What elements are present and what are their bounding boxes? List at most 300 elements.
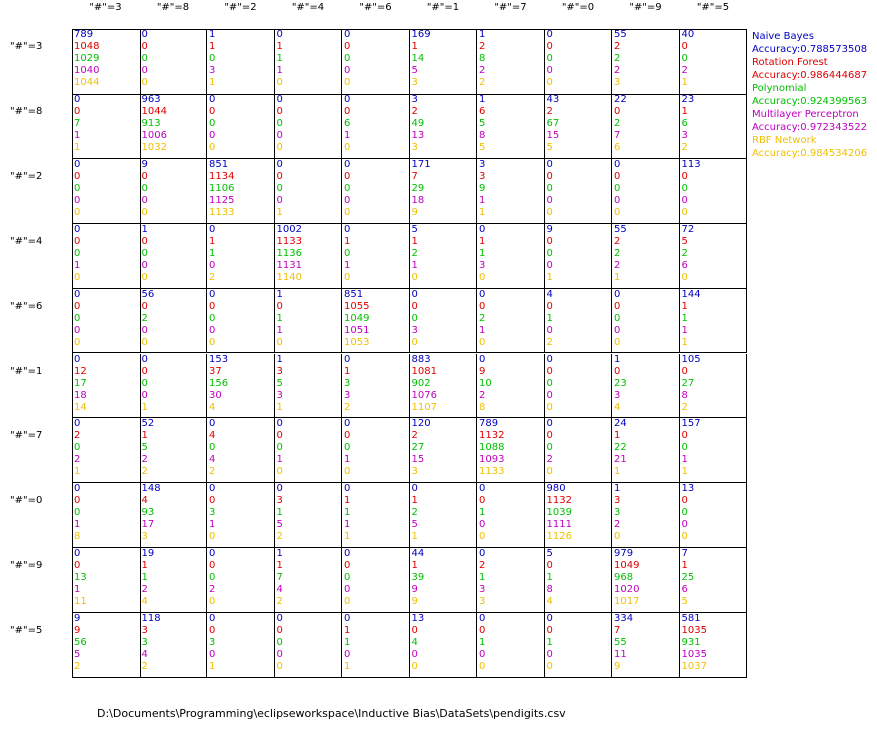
matrix-cell — [680, 418, 748, 483]
cell-value: 9 — [546, 223, 553, 235]
cell-value: 1126 — [546, 531, 572, 543]
cell-value: 25 — [681, 572, 695, 584]
cell-value: 0 — [546, 41, 553, 52]
cell-value: 1 — [411, 531, 418, 543]
cell-value: 1136 — [276, 247, 302, 259]
cell-value: 0 — [681, 182, 688, 194]
cell-value: 0 — [479, 531, 486, 543]
cell-value: 0 — [344, 93, 351, 105]
cell-value: 1053 — [344, 336, 370, 348]
cell-value: 1017 — [614, 596, 640, 608]
cell-value: 0 — [209, 560, 216, 572]
cell-value: 3 — [411, 93, 418, 105]
cell-value: 0 — [344, 560, 351, 572]
cell-value: 3 — [411, 324, 418, 336]
matrix-cell — [545, 29, 613, 95]
cell-value: 0 — [681, 206, 688, 218]
cell-value: 2 — [614, 117, 621, 129]
cell-value: 56 — [141, 288, 155, 300]
cell-value: 0 — [411, 300, 418, 312]
cell-value: 0 — [344, 572, 351, 584]
cell-value: 0 — [479, 336, 486, 348]
cell-value: 0 — [276, 466, 283, 478]
cell-value: 0 — [141, 259, 148, 271]
cell-value: 2 — [411, 507, 418, 519]
cell-value: 72 — [681, 223, 695, 235]
matrix-cell — [342, 29, 410, 95]
cell-value: 3 — [209, 637, 216, 649]
cell-value: 1 — [74, 259, 81, 271]
cell-value: 0 — [546, 442, 553, 454]
matrix-cell — [342, 354, 410, 419]
row-header: "#"=5 — [10, 625, 43, 637]
cell-value: 1 — [344, 235, 351, 247]
cell-value: 1006 — [141, 129, 167, 141]
cell-value: 0 — [74, 170, 81, 182]
cell-value: 0 — [141, 41, 148, 52]
cell-value: 2 — [209, 466, 216, 478]
matrix-cell — [410, 289, 478, 354]
cell-value: 12 — [74, 365, 87, 377]
cell-value: 1 — [276, 206, 283, 218]
cell-value: 2 — [479, 312, 486, 324]
cell-value: 0 — [344, 105, 351, 117]
cell-value: 2 — [681, 247, 688, 259]
cell-value: 2 — [614, 41, 621, 52]
cell-value: 3 — [411, 141, 418, 153]
cell-value: 0 — [276, 649, 283, 661]
cell-value: 2 — [681, 65, 688, 76]
cell-value: 0 — [74, 336, 81, 348]
cell-value: 0 — [411, 336, 418, 348]
cell-value: 1 — [681, 77, 688, 88]
cell-value: 1044 — [141, 105, 167, 117]
cell-value: 5 — [681, 235, 688, 247]
cell-value: 0 — [344, 77, 351, 88]
cell-value: 2 — [276, 596, 283, 608]
cell-value: 1 — [344, 507, 351, 519]
cell-value: 334 — [614, 613, 634, 625]
cell-value: 1 — [546, 271, 553, 283]
matrix-cell — [342, 548, 410, 613]
cell-value: 0 — [344, 141, 351, 153]
cell-value: 1 — [209, 661, 216, 673]
cell-value: 581 — [681, 613, 701, 625]
cell-value: 1 — [479, 572, 486, 584]
cell-value: 0 — [479, 300, 486, 312]
cell-value: 2 — [479, 41, 486, 52]
cell-value: 0 — [681, 170, 688, 182]
column-header: "#"=7 — [494, 2, 527, 13]
cell-value: 6 — [681, 117, 688, 129]
column-header: "#"=4 — [291, 2, 325, 13]
cell-value: 5 — [276, 519, 283, 531]
cell-value: 0 — [546, 259, 553, 271]
cell-value: 1 — [479, 194, 486, 206]
cell-value: 8 — [479, 129, 486, 141]
cell-value: 2 — [614, 259, 621, 271]
matrix-cell — [612, 94, 680, 159]
cell-value: 0 — [74, 507, 81, 519]
cell-value: 1 — [141, 223, 148, 235]
cell-value: 0 — [546, 300, 553, 312]
matrix-cell — [72, 354, 141, 419]
cell-value: 5 — [681, 596, 688, 608]
cell-value: 2 — [74, 454, 81, 466]
legend-classifier-name: Naive Bayes — [752, 31, 814, 42]
cell-value: 1 — [479, 637, 486, 649]
matrix-cell — [140, 289, 208, 354]
matrix-cell — [72, 613, 141, 678]
cell-value: 1 — [276, 401, 283, 413]
cell-value: 3 — [614, 77, 621, 88]
cell-value: 13 — [74, 572, 87, 584]
cell-value: 9 — [411, 584, 418, 596]
cell-value: 1 — [614, 483, 621, 495]
cell-value: 1 — [209, 247, 216, 259]
cell-value: 0 — [276, 170, 283, 182]
cell-value: 1 — [276, 507, 283, 519]
matrix-cell — [140, 418, 208, 483]
matrix-cell — [342, 483, 410, 548]
cell-value: 963 — [141, 93, 161, 105]
matrix-cell — [477, 289, 545, 354]
cell-value: 2 — [276, 531, 283, 543]
cell-value: 2 — [479, 389, 486, 401]
cell-value: 0 — [344, 483, 351, 495]
cell-value: 1 — [614, 271, 621, 283]
cell-value: 7 — [614, 625, 621, 637]
column-header: "#"=5 — [696, 2, 730, 13]
cell-value: 1 — [681, 312, 688, 324]
cell-value: 0 — [209, 288, 216, 300]
matrix-cell — [410, 613, 478, 678]
legend-classifier-name: Polynomial — [752, 83, 807, 94]
cell-value: 3 — [276, 495, 283, 507]
cell-value: 0 — [344, 29, 351, 40]
matrix-cell — [207, 548, 275, 613]
cell-value: 0 — [74, 271, 81, 283]
cell-value: 0 — [479, 223, 486, 235]
matrix-cell — [342, 418, 410, 483]
cell-value: 0 — [74, 247, 81, 259]
cell-value: 0 — [74, 353, 81, 365]
cell-value: 0 — [276, 483, 283, 495]
matrix-cell — [275, 289, 343, 354]
matrix-cell — [680, 94, 748, 159]
cell-value: 0 — [614, 365, 621, 377]
cell-value: 6 — [681, 259, 688, 271]
matrix-cell — [342, 94, 410, 159]
cell-value: 2 — [479, 65, 486, 76]
cell-value: 0 — [141, 53, 148, 64]
cell-value: 0 — [344, 65, 351, 76]
cell-value: 1048 — [74, 41, 100, 52]
matrix-cell — [275, 94, 343, 159]
cell-value: 1 — [614, 353, 621, 365]
cell-value: 902 — [411, 377, 431, 389]
cell-value: 789 — [74, 29, 94, 40]
matrix-cell — [680, 159, 748, 224]
cell-value: 23 — [681, 93, 695, 105]
cell-value: 0 — [681, 271, 688, 283]
cell-value: 0 — [344, 223, 351, 235]
cell-value: 157 — [681, 418, 701, 430]
matrix-cell — [207, 483, 275, 548]
cell-value: 1 — [344, 531, 351, 543]
cell-value: 1081 — [411, 365, 437, 377]
cell-value: 4 — [141, 596, 148, 608]
cell-value: 1111 — [546, 519, 572, 531]
cell-value: 0 — [141, 336, 148, 348]
cell-value: 0 — [209, 105, 216, 117]
cell-value: 1 — [74, 141, 81, 153]
cell-value: 789 — [479, 418, 499, 430]
matrix-cell — [477, 354, 545, 419]
cell-value: 0 — [546, 324, 553, 336]
cell-value: 0 — [546, 29, 553, 40]
cell-value: 3 — [344, 377, 351, 389]
cell-value: 1 — [209, 235, 216, 247]
cell-value: 2 — [479, 77, 486, 88]
cell-value: 0 — [479, 519, 486, 531]
cell-value: 3 — [411, 77, 418, 88]
cell-value: 2 — [141, 661, 148, 673]
cell-value: 52 — [141, 418, 155, 430]
matrix-cell — [545, 548, 613, 613]
cell-value: 0 — [209, 312, 216, 324]
cell-value: 1 — [209, 41, 216, 52]
cell-value: 1020 — [614, 584, 640, 596]
cell-value: 1 — [411, 41, 418, 52]
cell-value: 0 — [209, 223, 216, 235]
cell-value: 0 — [614, 182, 621, 194]
matrix-cell — [477, 159, 545, 224]
cell-value: 0 — [276, 613, 283, 625]
matrix-cell — [410, 224, 478, 289]
matrix-cell — [680, 613, 748, 678]
cell-value: 1 — [141, 572, 148, 584]
cell-value: 2 — [614, 519, 621, 531]
cell-value: 1133 — [276, 235, 302, 247]
cell-value: 0 — [546, 170, 553, 182]
cell-value: 1 — [546, 312, 553, 324]
cell-value: 1088 — [479, 442, 505, 454]
column-header: "#"=1 — [426, 2, 460, 13]
cell-value: 0 — [344, 41, 351, 52]
cell-value: 0 — [276, 625, 283, 637]
matrix-cell — [207, 159, 275, 224]
cell-value: 0 — [681, 519, 688, 531]
cell-value: 2 — [141, 312, 148, 324]
cell-value: 0 — [209, 572, 216, 584]
cell-value: 0 — [479, 483, 486, 495]
matrix-cell — [410, 94, 478, 159]
cell-value: 1 — [209, 29, 216, 40]
cell-value: 1044 — [74, 77, 100, 88]
cell-value: 1106 — [209, 182, 235, 194]
cell-value: 1132 — [479, 430, 505, 442]
cell-value: 1 — [344, 495, 351, 507]
cell-value: 0 — [681, 53, 688, 64]
matrix-cell — [410, 354, 478, 419]
cell-value: 19 — [141, 548, 155, 560]
cell-value: 3 — [479, 158, 486, 170]
cell-value: 5 — [411, 65, 418, 76]
cell-value: 4 — [209, 430, 216, 442]
cell-value: 17 — [141, 519, 155, 531]
cell-value: 1 — [344, 625, 351, 637]
row-header: "#"=4 — [10, 235, 43, 247]
cell-value: 1 — [276, 53, 283, 64]
cell-value: 1 — [681, 560, 688, 572]
cell-value: 0 — [344, 353, 351, 365]
matrix-cell — [275, 548, 343, 613]
cell-value: 24 — [614, 418, 627, 430]
cell-value: 1140 — [276, 271, 302, 283]
cell-value: 67 — [546, 117, 560, 129]
cell-value: 0 — [344, 271, 351, 283]
cell-value: 0 — [344, 442, 351, 454]
cell-value: 1134 — [209, 170, 235, 182]
cell-value: 0 — [276, 661, 283, 673]
cell-value: 0 — [74, 548, 81, 560]
cell-value: 7 — [276, 572, 283, 584]
cell-value: 0 — [479, 613, 486, 625]
cell-value: 93 — [141, 507, 155, 519]
cell-value: 851 — [209, 158, 229, 170]
cell-value: 968 — [614, 572, 634, 584]
cell-value: 0 — [276, 182, 283, 194]
cell-value: 1 — [681, 454, 688, 466]
cell-value: 1 — [141, 560, 148, 572]
matrix-cell — [545, 354, 613, 419]
cell-value: 4 — [141, 649, 148, 661]
cell-value: 5 — [479, 117, 486, 129]
cell-value: 0 — [479, 271, 486, 283]
cell-value: 0 — [614, 194, 621, 206]
cell-value: 0 — [546, 65, 553, 76]
cell-value: 6 — [614, 141, 621, 153]
cell-value: 0 — [276, 129, 283, 141]
cell-value: 0 — [614, 312, 621, 324]
cell-value: 5 — [411, 519, 418, 531]
cell-value: 0 — [209, 117, 216, 129]
cell-value: 0 — [74, 418, 81, 430]
cell-value: 0 — [614, 170, 621, 182]
cell-value: 7 — [74, 117, 81, 129]
cell-value: 1 — [344, 129, 351, 141]
cell-value: 0 — [209, 336, 216, 348]
cell-value: 0 — [546, 206, 553, 218]
matrix-cell — [477, 483, 545, 548]
cell-value: 0 — [74, 312, 81, 324]
cell-value: 7 — [681, 548, 688, 560]
matrix-cell — [275, 224, 343, 289]
cell-value: 3 — [276, 365, 283, 377]
column-header: "#"=2 — [224, 2, 257, 13]
matrix-cell — [545, 483, 613, 548]
cell-value: 0 — [546, 377, 553, 389]
cell-value: 21 — [614, 454, 627, 466]
cell-value: 3 — [411, 466, 418, 478]
matrix-cell — [545, 418, 613, 483]
cell-value: 2 — [614, 65, 621, 76]
row-header: "#"=2 — [10, 170, 43, 182]
cell-value: 0 — [614, 531, 621, 543]
cell-value: 0 — [74, 182, 81, 194]
matrix-cell — [680, 548, 748, 613]
legend-accuracy: Accuracy:0.788573508 — [752, 44, 868, 55]
cell-value: 0 — [614, 336, 621, 348]
cell-value: 1 — [344, 661, 351, 673]
cell-value: 120 — [411, 418, 431, 430]
cell-value: 0 — [344, 206, 351, 218]
cell-value: 56 — [74, 637, 87, 649]
legend-accuracy: Accuracy:0.924399563 — [752, 96, 868, 107]
cell-value: 0 — [141, 353, 148, 365]
cell-value: 55 — [614, 223, 627, 235]
cell-value: 23 — [614, 377, 627, 389]
matrix-cell — [612, 354, 680, 419]
cell-value: 1 — [74, 129, 81, 141]
matrix-cell — [410, 418, 478, 483]
cell-value: 8 — [546, 584, 553, 596]
cell-value: 1 — [74, 584, 81, 596]
cell-value: 0 — [276, 430, 283, 442]
cell-value: 1 — [74, 519, 81, 531]
cell-value: 0 — [411, 312, 418, 324]
cell-value: 3 — [141, 637, 148, 649]
cell-value: 1 — [276, 548, 283, 560]
cell-value: 1 — [411, 560, 418, 572]
cell-value: 0 — [681, 365, 688, 377]
cell-value: 0 — [209, 53, 216, 64]
cell-value: 9 — [74, 613, 81, 625]
matrix-cell — [207, 29, 275, 95]
cell-value: 1 — [546, 637, 553, 649]
cell-value: 0 — [546, 158, 553, 170]
cell-value: 0 — [74, 483, 81, 495]
cell-value: 0 — [209, 531, 216, 543]
cell-value: 0 — [479, 548, 486, 560]
matrix-cell — [410, 29, 478, 95]
cell-value: 11 — [614, 649, 627, 661]
matrix-cell — [612, 224, 680, 289]
cell-value: 1 — [344, 365, 351, 377]
cell-value: 0 — [479, 649, 486, 661]
column-header: "#"=6 — [359, 2, 392, 13]
cell-value: 0 — [681, 495, 688, 507]
matrix-cell — [140, 483, 208, 548]
matrix-cell — [477, 548, 545, 613]
cell-value: 0 — [276, 637, 283, 649]
cell-value: 6 — [344, 117, 351, 129]
matrix-cell — [545, 94, 613, 159]
cell-value: 1 — [479, 235, 486, 247]
cell-value: 1 — [411, 235, 418, 247]
cell-value: 44 — [411, 548, 425, 560]
cell-value: 0 — [74, 288, 81, 300]
matrix-cell — [545, 224, 613, 289]
matrix-cell — [207, 224, 275, 289]
cell-value: 0 — [209, 442, 216, 454]
cell-value: 2 — [74, 661, 81, 673]
cell-value: 0 — [546, 430, 553, 442]
cell-value: 0 — [141, 324, 148, 336]
cell-value: 2 — [546, 336, 553, 348]
cell-value: 1133 — [479, 466, 505, 478]
